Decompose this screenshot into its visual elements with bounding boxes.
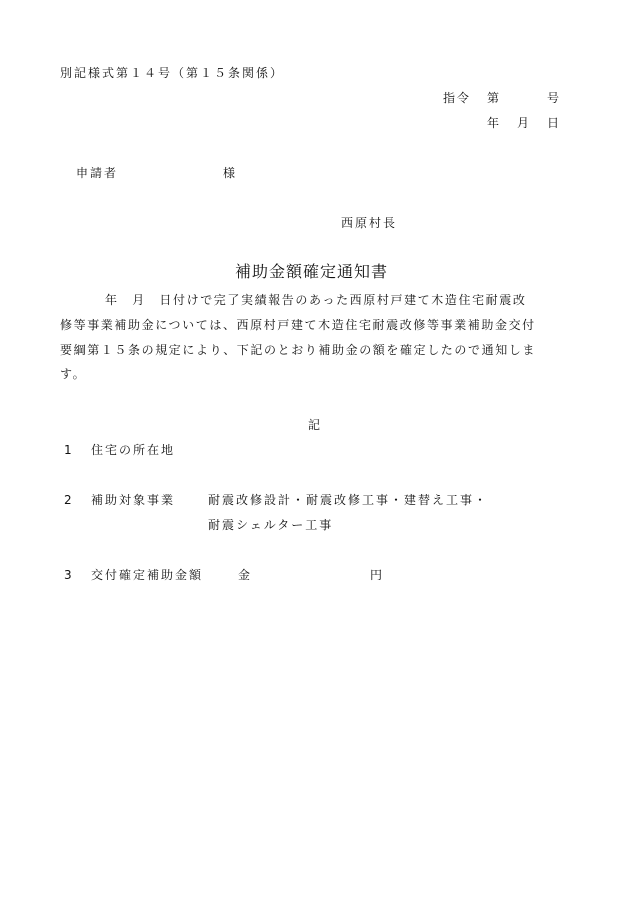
order-prefix: 指令 xyxy=(443,91,472,105)
applicant-label: 申請者 xyxy=(76,166,119,180)
item-3-value: 金 xyxy=(238,568,251,582)
body-line-1: 年 月 日付けで完了実績報告のあった西原村戸建て木造住宅耐震改 xyxy=(105,293,527,307)
item-3-number: 3 xyxy=(64,568,72,582)
order-go: 号 xyxy=(547,91,560,105)
body-line-4: す。 xyxy=(60,367,87,381)
applicant-honorific: 様 xyxy=(223,166,236,180)
item-2-number: 2 xyxy=(64,493,72,507)
item-3-label: 交付確定補助金額 xyxy=(91,568,204,582)
item-1-label: 住宅の所在地 xyxy=(91,443,176,457)
body-line-3: 要綱第１５条の規定により、下記のとおり補助金の額を確定したので通知しま xyxy=(60,343,537,357)
form-number: 別記様式第１４号（第１５条関係） xyxy=(60,66,285,80)
body-line-2: 修等事業補助金については、西原村戸建て木造住宅耐震改修等事業補助金交付 xyxy=(60,318,536,332)
item-2-value: 耐震改修設計・耐震改修工事・建替え工事・ xyxy=(208,493,489,507)
order-dai: 第 xyxy=(487,91,500,105)
item-3-unit: 円 xyxy=(370,568,383,582)
item-2-label: 補助対象事業 xyxy=(91,493,176,507)
date-year: 年 xyxy=(487,116,500,130)
page-title: 補助金額確定通知書 xyxy=(235,262,389,281)
date-day: 日 xyxy=(547,116,560,130)
item-1-number: 1 xyxy=(64,443,72,457)
date-month: 月 xyxy=(517,116,530,130)
issuer: 西原村長 xyxy=(341,216,398,230)
item-2-value-2: 耐震シェルター工事 xyxy=(208,518,334,532)
ki-heading: 記 xyxy=(308,418,321,432)
